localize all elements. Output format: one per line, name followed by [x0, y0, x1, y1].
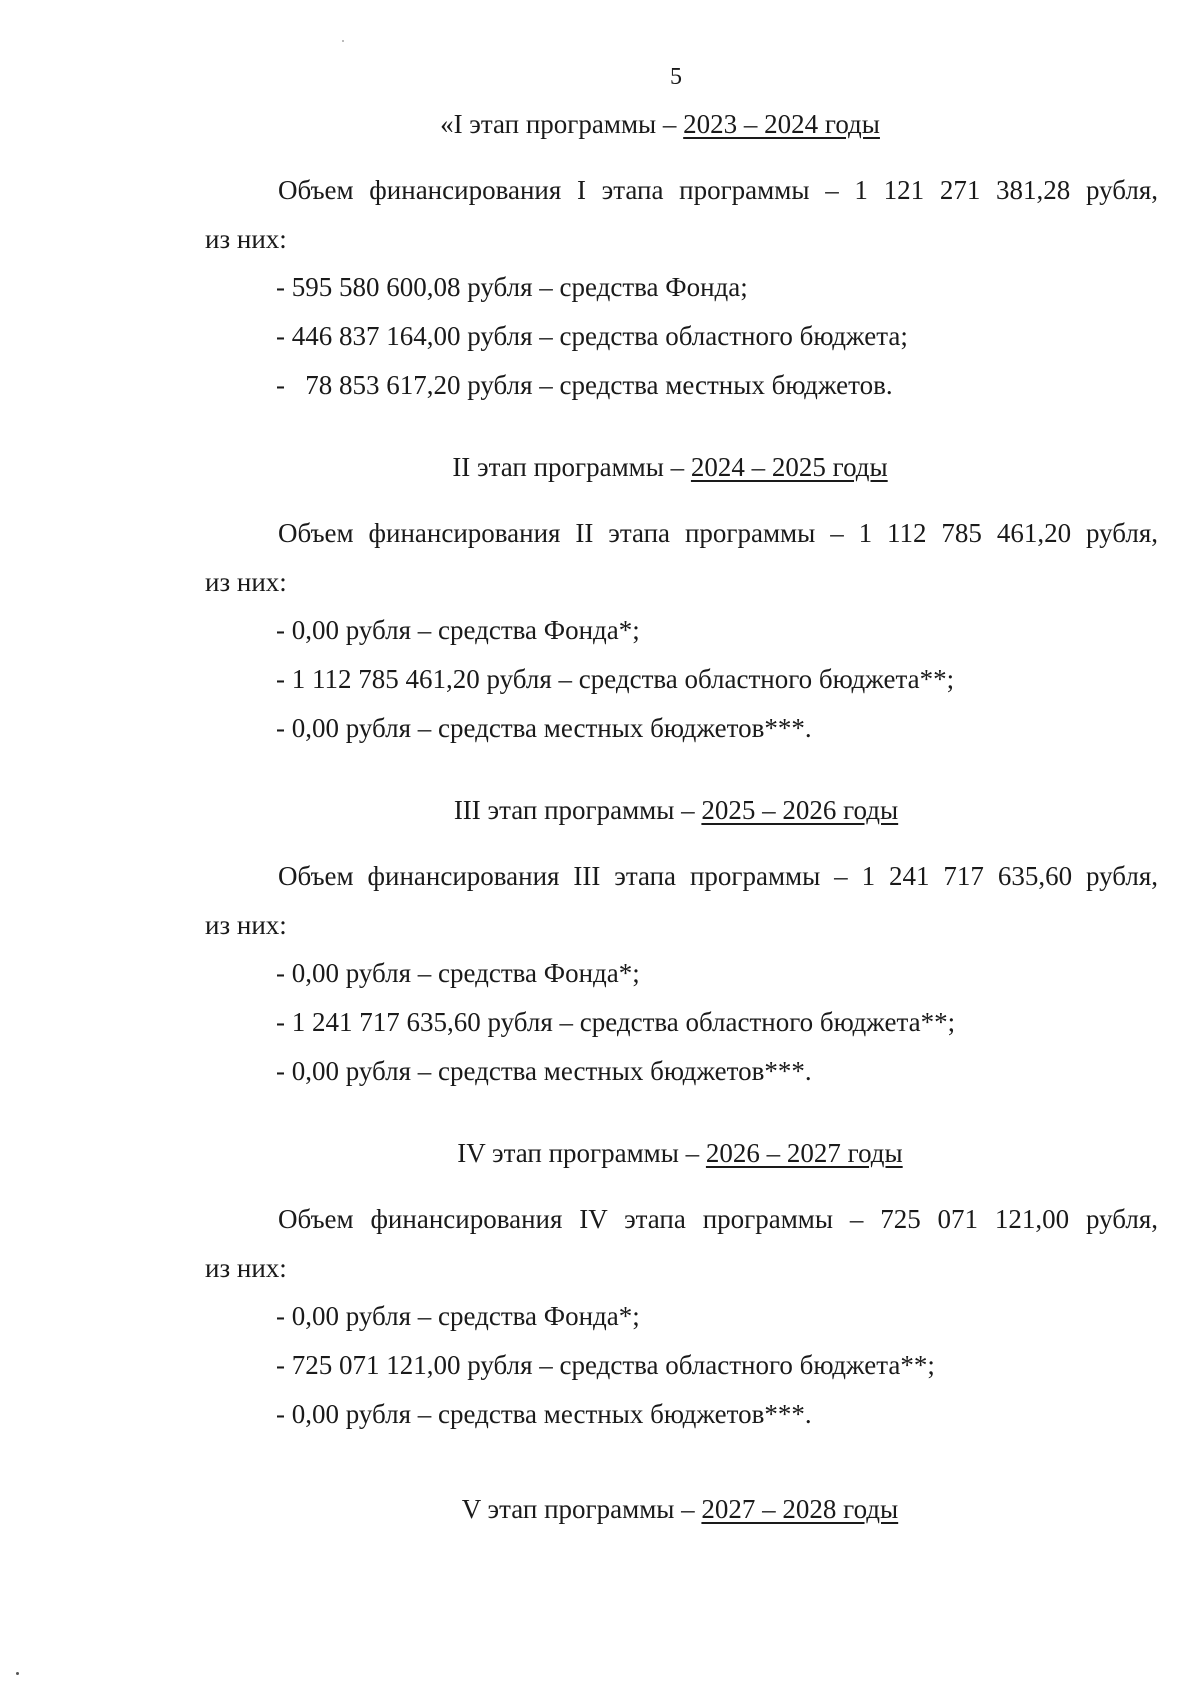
stage-5-heading [80, 1492, 1200, 1526]
stage-2-years: 2024 – 2025 годы [690, 452, 888, 482]
stage-1-funding-intro: Объем финансирования I этапа программы – 1 121 271 381,28 рубля, [278, 175, 1158, 205]
stage-4-heading [80, 1136, 1200, 1170]
stage-2-heading-prefix: II этап программы – [452, 452, 691, 482]
stage-2-item-local: - 0,00 рубля – средства местных бюджетов***. [276, 713, 812, 743]
stage-3-item-local: - 0,00 рубля – средства местных бюджетов***. [276, 1056, 812, 1086]
stage-4-heading-prefix: IV этап программы – [457, 1138, 706, 1168]
stage-3-continuation: из них: [205, 910, 287, 940]
stage-4-years: 2026 – 2027 годы [705, 1138, 903, 1168]
stage-2-item-regional: - 1 112 785 461,20 рубля – средства областного бюджета**; [276, 664, 955, 694]
stage-4-funding-intro: Объем финансирования IV этапа программы – 725 071 121,00 рубля, [278, 1204, 1158, 1234]
stage-1-item-fund: - 595 580 600,08 рубля – средства Фонда; [276, 272, 748, 302]
stage-1-item-regional: - 446 837 164,00 рубля – средства областного бюджета; [276, 321, 908, 351]
stage-4-continuation: из них: [205, 1253, 287, 1283]
stage-2-item-fund: - 0,00 рубля – средства Фонда*; [276, 615, 640, 645]
stage-5-years: 2027 – 2028 годы [701, 1494, 899, 1524]
stage-4-item-fund: - 0,00 рубля – средства Фонда*; [276, 1301, 640, 1331]
stage-2-funding-intro: Объем финансирования II этапа программы – 1 112 785 461,20 рубля, [278, 518, 1158, 548]
stage-3-item-fund: - 0,00 рубля – средства Фонда*; [276, 958, 640, 988]
stage-1-heading [60, 107, 1200, 141]
stage-3-heading [76, 793, 1200, 827]
stage-4-item-local: - 0,00 рубля – средства местных бюджетов***. [276, 1399, 812, 1429]
stage-1-years: 2023 – 2024 годы [683, 109, 880, 139]
stage-1-continuation: из них: [205, 224, 287, 254]
stage-1-heading-prefix: «I этап программы – [440, 109, 684, 139]
stage-4-item-regional: - 725 071 121,00 рубля – средства областного бюджета**; [276, 1350, 935, 1380]
scan-speck [342, 40, 344, 42]
stage-2-heading [70, 450, 1200, 484]
stage-3-years: 2025 – 2026 годы [701, 795, 899, 825]
stage-1-item-local: - 78 853 617,20 рубля – средства местных бюджетов. [276, 370, 893, 400]
page-number: 5 [670, 64, 682, 90]
stage-5-heading-prefix: V этап программы – [461, 1494, 702, 1524]
stage-2-continuation: из них: [205, 567, 287, 597]
stage-3-heading-prefix: III этап программы – [453, 795, 702, 825]
scan-mark [16, 1672, 19, 1675]
stage-3-funding-intro: Объем финансирования III этапа программы – 1 241 717 635,60 рубля, [278, 861, 1158, 891]
stage-3-item-regional: - 1 241 717 635,60 рубля – средства областного бюджета**; [276, 1007, 956, 1037]
